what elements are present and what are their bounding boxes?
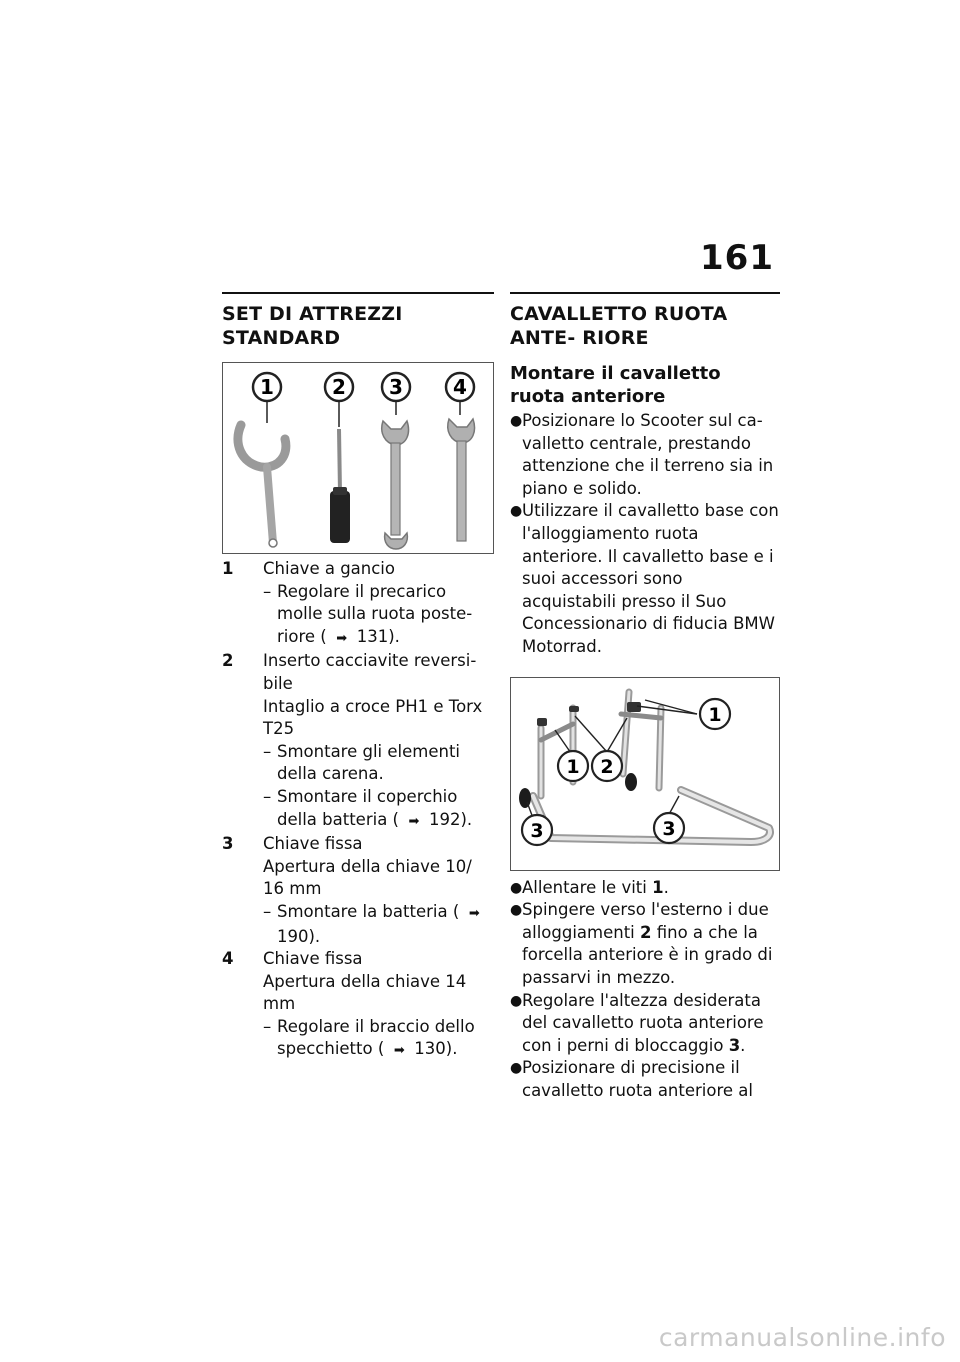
list-item — [510, 1057, 780, 1102]
step-text-end: . — [663, 877, 669, 897]
callout-1-label: 1 — [708, 703, 722, 726]
page-ref-arrow-icon: ➡ — [408, 813, 420, 829]
action-step: – Smontare la batteria ( ➡190). — [263, 901, 494, 948]
fixed-wrench-icon — [448, 419, 475, 541]
item-number: 1 — [222, 559, 234, 578]
action-step: – Regolare il precarico molle sulla ruota poste- riore ( ➡ 131). — [263, 581, 494, 651]
step-text-end: fino a che la forcella anteriore è in grado di passarvi in mezzo. — [522, 922, 773, 987]
list-item — [222, 558, 494, 650]
page-ref[interactable]: 131). — [356, 626, 400, 646]
page-ref-arrow-icon: ➡ — [393, 1043, 405, 1059]
procedure-steps-bottom — [510, 877, 780, 1103]
action-step: – Smontare il coperchio della batteria ( ➡ 192). — [263, 786, 494, 833]
step-ref-number: 2 — [640, 922, 652, 942]
tool-kit-illustration — [223, 363, 493, 553]
step-text-end: . — [740, 1035, 746, 1055]
list-item — [510, 990, 780, 1058]
action-text: Regolare il braccio dello specchietto — [277, 1016, 475, 1059]
watermark: carmanualsonline.info — [658, 1323, 946, 1352]
item-title: Inserto cacciavite reversi- bile — [263, 651, 477, 693]
procedure-heading: Montare il cavalletto ruota anteriore — [510, 363, 721, 407]
front-stand-illustration — [511, 678, 779, 870]
step-text: Posizionare lo Scooter sul ca- valletto centrale, prestando attenzione che il terreno sia in piano e solido. — [522, 411, 774, 498]
step-ref-number: 1 — [652, 877, 664, 897]
action-step: – Smontare gli elementi della carena. — [263, 741, 494, 786]
callout-1b-label: 1 — [566, 755, 580, 778]
heading-rule — [222, 292, 494, 294]
callout-3b-label: 3 — [662, 817, 676, 840]
action-text: Regolare il precarico molle sulla ruota poste- riore — [277, 581, 473, 646]
section-heading-stand: CAVALLETTO RUOTA ANTE- RIORE — [510, 303, 728, 349]
step-text: Utilizzare il cavalletto base con l'alloggiamento ruota anteriore. Il cavalletto base e i suoi accessori sono acquistabili presso il Suo Concessionario di fiducia BMW Motorrad. — [522, 501, 779, 656]
callout-4-label: 4 — [453, 375, 467, 399]
action-step: – Regolare il braccio dello specchietto ( ➡ 130). — [263, 1016, 494, 1063]
page-number: 161 — [700, 238, 774, 278]
bullet-icon: ● — [510, 413, 523, 429]
item-spec: Intaglio a croce PH1 e Torx T25 — [263, 696, 483, 739]
item-number: 2 — [222, 651, 234, 671]
front-stand-figure — [510, 677, 780, 871]
bullet-icon: ● — [510, 1060, 523, 1077]
page-ref[interactable]: 192). — [429, 809, 473, 829]
list-item — [222, 833, 494, 948]
bullet-icon: ● — [510, 503, 523, 520]
item-spec: Apertura della chiave 14 mm — [263, 971, 467, 1014]
list-item — [510, 500, 780, 658]
step-ref-number: 3 — [728, 1035, 741, 1055]
section-heading-tools: SET DI ATTREZZI STANDARD — [222, 303, 403, 349]
page-ref[interactable]: 130). — [414, 1039, 458, 1059]
list-item — [222, 948, 494, 1063]
left-column — [222, 292, 494, 1063]
step-text: Regolare l'altezza desiderata del cavalletto ruota anteriore con i perni di bloccaggio — [522, 990, 764, 1055]
callout-3-label: 3 — [389, 375, 403, 399]
callout-3-label: 3 — [530, 819, 544, 842]
hook-wrench-icon — [238, 425, 286, 547]
item-title: Chiave fissa — [263, 949, 363, 969]
action-text: Smontare gli elementi della carena. — [277, 741, 461, 784]
procedure-steps-top — [510, 410, 780, 659]
callout-2-label: 2 — [600, 755, 614, 778]
item-number: 3 — [222, 834, 234, 854]
tool-kit-figure — [222, 362, 494, 554]
list-item — [510, 899, 780, 989]
action-text: Smontare la batteria — [277, 901, 448, 921]
list-item — [510, 877, 780, 900]
item-title: Chiave a gancio — [263, 559, 395, 578]
list-item — [510, 410, 780, 500]
open-end-wrench-icon — [382, 421, 409, 549]
action-text: Smontare il coperchio della batteria — [277, 786, 458, 829]
screwdriver-icon — [330, 429, 350, 543]
list-item — [222, 650, 494, 833]
step-text: Posizionare di precisione il cavalletto ruota anteriore al — [522, 1058, 753, 1100]
page-ref-arrow-icon: ➡ — [336, 630, 348, 646]
item-title: Chiave fissa — [263, 834, 363, 854]
item-spec: Apertura della chiave 10/ 16 mm — [263, 856, 472, 899]
bullet-icon: ● — [510, 992, 523, 1009]
page-ref[interactable]: 190). — [277, 926, 321, 946]
tools-list — [222, 558, 494, 1063]
heading-rule — [510, 292, 780, 294]
step-text: Spingere verso l'esterno i due alloggiamenti — [522, 900, 769, 942]
bullet-icon: ● — [510, 902, 523, 919]
callout-1-label: 1 — [260, 375, 274, 399]
step-text: Allentare le viti — [522, 877, 653, 897]
page-ref-arrow-icon: ➡ — [468, 905, 480, 921]
right-column — [510, 292, 780, 1102]
item-number: 4 — [222, 949, 234, 969]
callout-2-label: 2 — [332, 375, 346, 399]
bullet-icon: ● — [510, 879, 523, 896]
